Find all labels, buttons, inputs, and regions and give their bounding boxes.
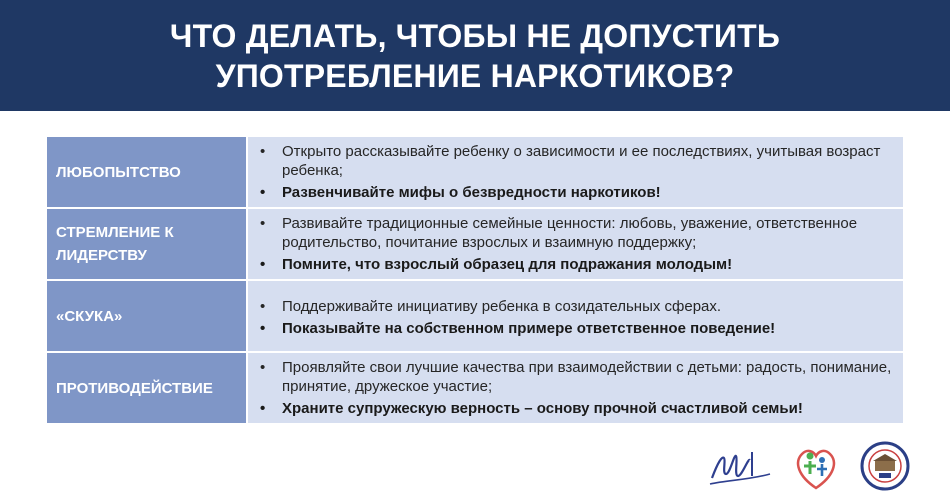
list-item: • Развенчивайте мифы о безвредности наркотиков! — [260, 184, 661, 201]
bullet-text: Проявляйте свои лучшие качества при взаимодействии с детьми: радость, понимание, принятие, дружеское участие; — [282, 359, 892, 395]
row-category: ЛЮБОПЫТСТВО — [47, 137, 248, 207]
bullet-text: Храните супружескую верность – основу прочной счастливой семьи! — [282, 400, 803, 417]
list-item: • Храните супружескую верность – основу прочной счастливой семьи! — [260, 400, 803, 417]
list-item: • Помните, что взрослый образец для подражания молодым! — [260, 256, 733, 273]
emblem-logo-icon — [860, 441, 910, 496]
list-item: • Открыто рассказывайте ребенку о зависимости и ее последствиях, учитывая возраст ребенка; — [258, 142, 893, 180]
row-category: «СКУКА» — [47, 281, 248, 351]
title-banner — [0, 0, 950, 111]
bullet-text: Показывайте на собственном примере ответственное поведение! — [282, 320, 776, 337]
footer-logos — [708, 440, 910, 496]
advice-table — [47, 137, 903, 423]
row-category: СТРЕМЛЕНИЕ К ЛИДЕРСТВУ — [47, 209, 248, 279]
list-item: • Поддерживайте инициативу ребенка в созидательных сферах. — [260, 298, 722, 315]
bullet-text: Развенчивайте мифы о безвредности наркотиков! — [282, 184, 661, 201]
list-item: • Проявляйте свои лучшие качества при взаимодействии с детьми: радость, понимание, принятие, дружеское участие; — [260, 359, 892, 395]
table-row — [47, 353, 903, 423]
row-description — [248, 353, 903, 423]
row-description — [248, 209, 903, 279]
title-line-2: УПОТРЕБЛЕНИЕ НАРКОТИКОВ? — [215, 57, 735, 94]
row-description — [248, 137, 903, 207]
row-description — [248, 281, 903, 351]
bullet-text: Поддерживайте инициативу ребенка в созидательных сферах. — [282, 298, 722, 315]
list-item: • Развивайте традиционные семейные ценности: любовь, уважение, ответственное родительство, почитание взрослых и взаимную поддержку; — [258, 214, 893, 252]
table-row — [47, 137, 903, 209]
title-line-1: ЧТО ДЕЛАТЬ, ЧТОБЫ НЕ ДОПУСТИТЬ — [169, 17, 781, 54]
table-row — [47, 281, 903, 353]
signature-logo-icon — [708, 444, 772, 493]
list-item: • Показывайте на собственном примере ответственное поведение! — [260, 320, 776, 337]
family-logo-icon — [792, 440, 840, 497]
table-row — [47, 209, 903, 281]
bullet-text: Помните, что взрослый образец для подражания молодым! — [282, 256, 733, 273]
bullet-text: Открыто рассказывайте ребенку о зависимости и ее последствиях, учитывая возраст ребенка; — [282, 143, 881, 179]
row-category: ПРОТИВОДЕЙСТВИЕ — [47, 353, 248, 423]
bullet-text: Развивайте традиционные семейные ценности: любовь, уважение, ответственное родительство, почитание взрослых и взаимную поддержку; — [282, 215, 858, 251]
